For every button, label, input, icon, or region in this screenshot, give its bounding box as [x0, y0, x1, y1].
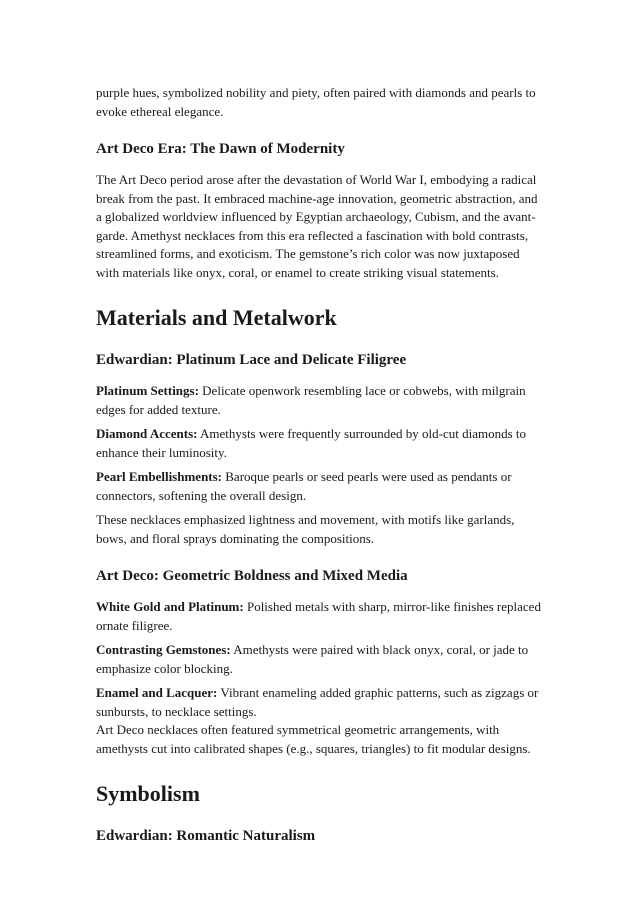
edwardian-item-pearl — [96, 468, 544, 505]
item-text: Vibrant enameling added graphic patterns, such as zigzags or sunbursts, to necklace settings. — [96, 685, 539, 719]
edwardian-materials-heading: Edwardian: Platinum Lace and Delicate Filigree — [96, 352, 407, 368]
item-label: Pearl Embellishments: — [96, 469, 223, 484]
edwardian-summary-paragraph: These necklaces emphasized lightness and movement, with motifs like garlands, bows, and floral sprays dominating the compositions. — [96, 512, 515, 546]
item-text: Amethysts were paired with black onyx, coral, or jade to emphasize color blocking. — [96, 642, 529, 676]
item-label: Platinum Settings: — [96, 383, 199, 398]
materials-heading: Materials and Metalwork — [96, 305, 337, 330]
symbolism-heading: Symbolism — [96, 781, 200, 806]
art-deco-item-enamel — [96, 684, 544, 721]
edwardian-item-diamond — [96, 425, 544, 462]
item-text: Polished metals with sharp, mirror-like finishes replaced ornate filigree. — [96, 599, 541, 633]
item-label: Contrasting Gemstones: — [96, 642, 231, 657]
item-text: Delicate openwork resembling lace or cobwebs, with milgrain edges for added texture. — [96, 383, 526, 417]
symbolism-edwardian-heading: Edwardian: Romantic Naturalism — [96, 828, 316, 844]
item-text: Baroque pearls or seed pearls were used as pendants or connectors, softening the overall design. — [96, 469, 512, 503]
art-deco-era-heading: Art Deco Era: The Dawn of Modernity — [96, 141, 345, 157]
art-deco-item-white-gold — [96, 598, 544, 635]
item-label: White Gold and Platinum: — [96, 599, 244, 614]
item-label: Diamond Accents: — [96, 426, 198, 441]
art-deco-era-paragraph: The Art Deco period arose after the devastation of World War I, embodying a radical break from the past. It embraced machine-age innovation, geometric abstraction, and a globalized worldview influenced by Egyptian archaeology, Cubism, and the avant-garde. Amethyst necklaces from this era reflected a fascination with bold contrasts, streamlined forms, and exoticism. The gemstone’s rich color was now juxtaposed with materials like onyx, coral, or enamel to create striking visual statements. — [96, 172, 538, 280]
item-text: Amethysts were frequently surrounded by old-cut diamonds to enhance their luminosity. — [96, 426, 527, 460]
intro-continuation-paragraph: purple hues, symbolized nobility and piety, often paired with diamonds and pearls to evoke ethereal elegance. — [96, 85, 536, 119]
edwardian-item-platinum — [96, 382, 544, 419]
document-body — [96, 84, 544, 846]
art-deco-materials-heading: Art Deco: Geometric Boldness and Mixed Media — [96, 568, 408, 584]
art-deco-item-gemstones — [96, 641, 544, 678]
art-deco-summary-paragraph: Art Deco necklaces often featured symmetrical geometric arrangements, with amethysts cut into calibrated shapes (e.g., squares, triangles) to fit modular designs. — [96, 722, 531, 756]
item-label: Enamel and Lacquer: — [96, 685, 218, 700]
